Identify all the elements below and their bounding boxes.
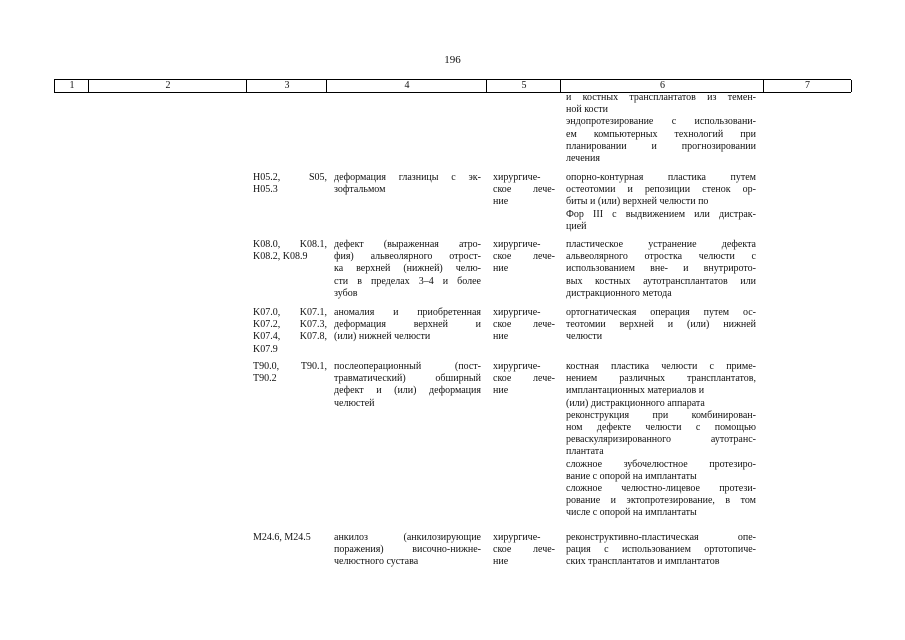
code-line-part: H05.2, <box>253 172 281 183</box>
code-line-part: T90.0, <box>253 361 280 372</box>
code-line <box>253 344 327 356</box>
code-line-part: K08.0, <box>253 239 281 250</box>
diagnosis-line: травматический) обширный <box>334 373 481 385</box>
code-line-part: K07.1, <box>299 307 327 318</box>
treatment-line-part: ское <box>493 184 512 196</box>
method-line: ем компьютерных технологий при <box>566 128 756 140</box>
code-line <box>253 319 327 331</box>
cell-method <box>566 307 756 344</box>
treatment-line <box>493 172 555 184</box>
treatment-line <box>493 532 555 544</box>
treatment-line-part: ское <box>493 251 512 263</box>
cell-diagnosis <box>334 307 481 344</box>
method-line: имплантационных материалов и <box>566 385 705 397</box>
diagnosis-line: дефект (выраженная атро- <box>334 239 481 250</box>
cell-treatment <box>493 307 555 344</box>
method-line: числе с опорой на имплантаты <box>566 507 697 519</box>
treatment-line <box>493 307 555 319</box>
cell-codes <box>253 361 327 385</box>
cell-method <box>566 239 756 300</box>
method-line: челюсти <box>566 331 603 343</box>
treatment-line-part: хирургиче- <box>493 532 541 543</box>
treatment-line-part: лече- <box>533 184 555 196</box>
treatment-line <box>493 196 555 208</box>
table-header-row <box>54 79 851 93</box>
method-line: реконструкция при комбинирован- <box>566 409 756 421</box>
cell-method <box>566 361 756 520</box>
method-line: теотомии верхней и (или) нижней <box>566 319 756 331</box>
treatment-line <box>493 331 555 343</box>
method-line: использованием вне- и внутрирото- <box>566 263 756 275</box>
cell-method <box>566 172 756 233</box>
method-line: эндопротезирование с использовани- <box>566 116 756 128</box>
column-header-4: 4 <box>326 80 487 92</box>
method-line: остеотомии и репозиции стенок ор- <box>566 184 756 196</box>
method-line: ном дефекте челюсти с помощью <box>566 422 756 434</box>
diagnosis-line: (или) нижней челюсти <box>334 331 431 343</box>
treatment-line-part: ние <box>493 331 509 343</box>
treatment-line-part: ское <box>493 373 512 385</box>
code-line-part: K08.2, K08.9 <box>253 251 308 263</box>
method-line: вых костных аутотрансплантатов или <box>566 275 756 287</box>
method-line: рация с использованием ортотопиче- <box>566 544 756 556</box>
method-line: сложное зубочелюстное протезиро- <box>566 458 756 470</box>
diagnosis-line: анкилоз (анкилозирующие <box>334 532 481 543</box>
cell-diagnosis <box>334 361 481 410</box>
code-line-part: K07.9 <box>253 343 278 355</box>
treatment-line-part: ние <box>493 263 509 275</box>
code-line-part: T90.2 <box>253 373 277 385</box>
method-line: реконструктивно-пластическая опе- <box>566 532 756 543</box>
column-header-6: 6 <box>560 80 764 92</box>
cell-diagnosis <box>334 239 481 300</box>
cell-treatment <box>493 172 555 209</box>
diagnosis-line: деформация верхней и <box>334 319 481 331</box>
treatment-line-part: ние <box>493 556 509 568</box>
method-line: плантата <box>566 446 604 458</box>
code-line-part: K08.1, <box>299 239 327 250</box>
cell-treatment <box>493 532 555 569</box>
code-line-part: H05.3 <box>253 184 278 196</box>
diagnosis-line: челюстей <box>334 397 375 409</box>
diagnosis-line: челюстного сустава <box>334 556 419 568</box>
treatment-line <box>493 239 555 251</box>
code-line-part: K07.3, <box>299 319 327 331</box>
treatment-line <box>493 385 555 397</box>
code-line-part: T90.1, <box>300 361 327 372</box>
method-line: дистракционного метода <box>566 287 672 299</box>
column-header-2: 2 <box>88 80 247 92</box>
cell-method <box>566 532 756 569</box>
code-line-part: M24.6, M24.5 <box>253 532 311 543</box>
treatment-line-part: ние <box>493 196 509 208</box>
treatment-line-part: лече- <box>533 319 555 331</box>
code-line <box>253 331 327 343</box>
method-line: лечения <box>566 153 600 165</box>
method-line: биты и (или) верхней челюсти по <box>566 196 709 208</box>
diagnosis-line: ка верхней (нижней) челю- <box>334 263 481 275</box>
method-line: реваскуляризированного аутотранс- <box>566 434 756 446</box>
page-number: 196 <box>444 54 461 66</box>
column-header-7: 7 <box>763 80 852 92</box>
treatment-line-part: ние <box>493 385 509 397</box>
diagnosis-line: послеоперационный (пост- <box>334 361 481 372</box>
treatment-line <box>493 184 555 196</box>
cell-diagnosis <box>334 532 481 569</box>
method-line: нением различных трансплантатов, <box>566 373 756 385</box>
treatment-line-part: лече- <box>533 373 555 385</box>
treatment-line-part: хирургиче- <box>493 239 541 250</box>
treatment-line <box>493 544 555 556</box>
treatment-line-part: хирургиче- <box>493 307 541 318</box>
method-line: ских трансплантатов и имплантатов <box>566 556 720 568</box>
treatment-line <box>493 373 555 385</box>
treatment-line <box>493 556 555 568</box>
method-line: планировании и прогнозировании <box>566 140 756 152</box>
method-line: альвеолярного отростка челюсти с <box>566 251 756 263</box>
diagnosis-line: поражения) височно-нижне- <box>334 544 481 556</box>
treatment-line-part: лече- <box>533 251 555 263</box>
method-line: ортогнатическая операция путем ос- <box>566 307 756 318</box>
code-line <box>253 532 327 544</box>
code-line-part: K07.2, <box>253 319 281 331</box>
code-line-part: K07.8, <box>299 331 327 343</box>
diagnosis-line: зофтальмом <box>334 184 386 196</box>
code-line <box>253 251 327 263</box>
cell-codes <box>253 307 327 356</box>
method-line: костная пластика челюсти с приме- <box>566 361 756 372</box>
treatment-line-part: хирургиче- <box>493 172 541 183</box>
treatment-line <box>493 319 555 331</box>
cell-codes <box>253 172 327 196</box>
method-line: вание с опорой на имплантаты <box>566 470 697 482</box>
code-line-part: S05, <box>308 172 327 183</box>
column-header-1: 1 <box>54 80 89 92</box>
treatment-line-part: ское <box>493 544 512 556</box>
diagnosis-line: зубов <box>334 287 358 299</box>
method-line: пластическое устранение дефекта <box>566 239 756 250</box>
column-header-3: 3 <box>246 80 327 92</box>
treatment-line-part: лече- <box>533 544 555 556</box>
code-line <box>253 307 327 319</box>
method-line: сложное челюстно-лицевое протези- <box>566 483 756 495</box>
diagnosis-line: сти в пределах 3–4 и более <box>334 275 481 287</box>
method-line: опорно-контурная пластика путем <box>566 172 756 183</box>
treatment-line-part: хирургиче- <box>493 361 541 372</box>
cell-codes <box>253 239 327 263</box>
cell-codes <box>253 532 327 544</box>
method-line: рование и эктопротезирование, в том <box>566 495 756 507</box>
method-line: цией <box>566 220 587 232</box>
cell-treatment <box>493 239 555 276</box>
treatment-line <box>493 251 555 263</box>
diagnosis-line: фия) альвеолярного отрост- <box>334 251 481 263</box>
code-line <box>253 361 327 373</box>
cell-treatment <box>493 361 555 398</box>
method-line: ной кости <box>566 104 608 116</box>
method-line: Фор III с выдвижением или дистрак- <box>566 208 756 220</box>
treatment-line <box>493 361 555 373</box>
column-header-5: 5 <box>486 80 561 92</box>
treatment-line <box>493 263 555 275</box>
code-line-part: K07.4, <box>253 331 281 343</box>
cell-diagnosis <box>334 172 481 196</box>
cell-method <box>566 92 756 165</box>
code-line <box>253 172 327 184</box>
diagnosis-line: аномалия и приобретенная <box>334 307 481 318</box>
code-line <box>253 184 327 196</box>
code-line <box>253 373 327 385</box>
code-line-part: K07.0, <box>253 307 281 318</box>
code-line <box>253 239 327 251</box>
diagnosis-line: дефект и (или) деформация <box>334 385 481 397</box>
treatment-line-part: ское <box>493 319 512 331</box>
method-line: (или) дистракционного аппарата <box>566 397 705 409</box>
method-line: и костных трансплантатов из темен- <box>566 92 756 103</box>
diagnosis-line: деформация глазницы с эк- <box>334 172 481 183</box>
